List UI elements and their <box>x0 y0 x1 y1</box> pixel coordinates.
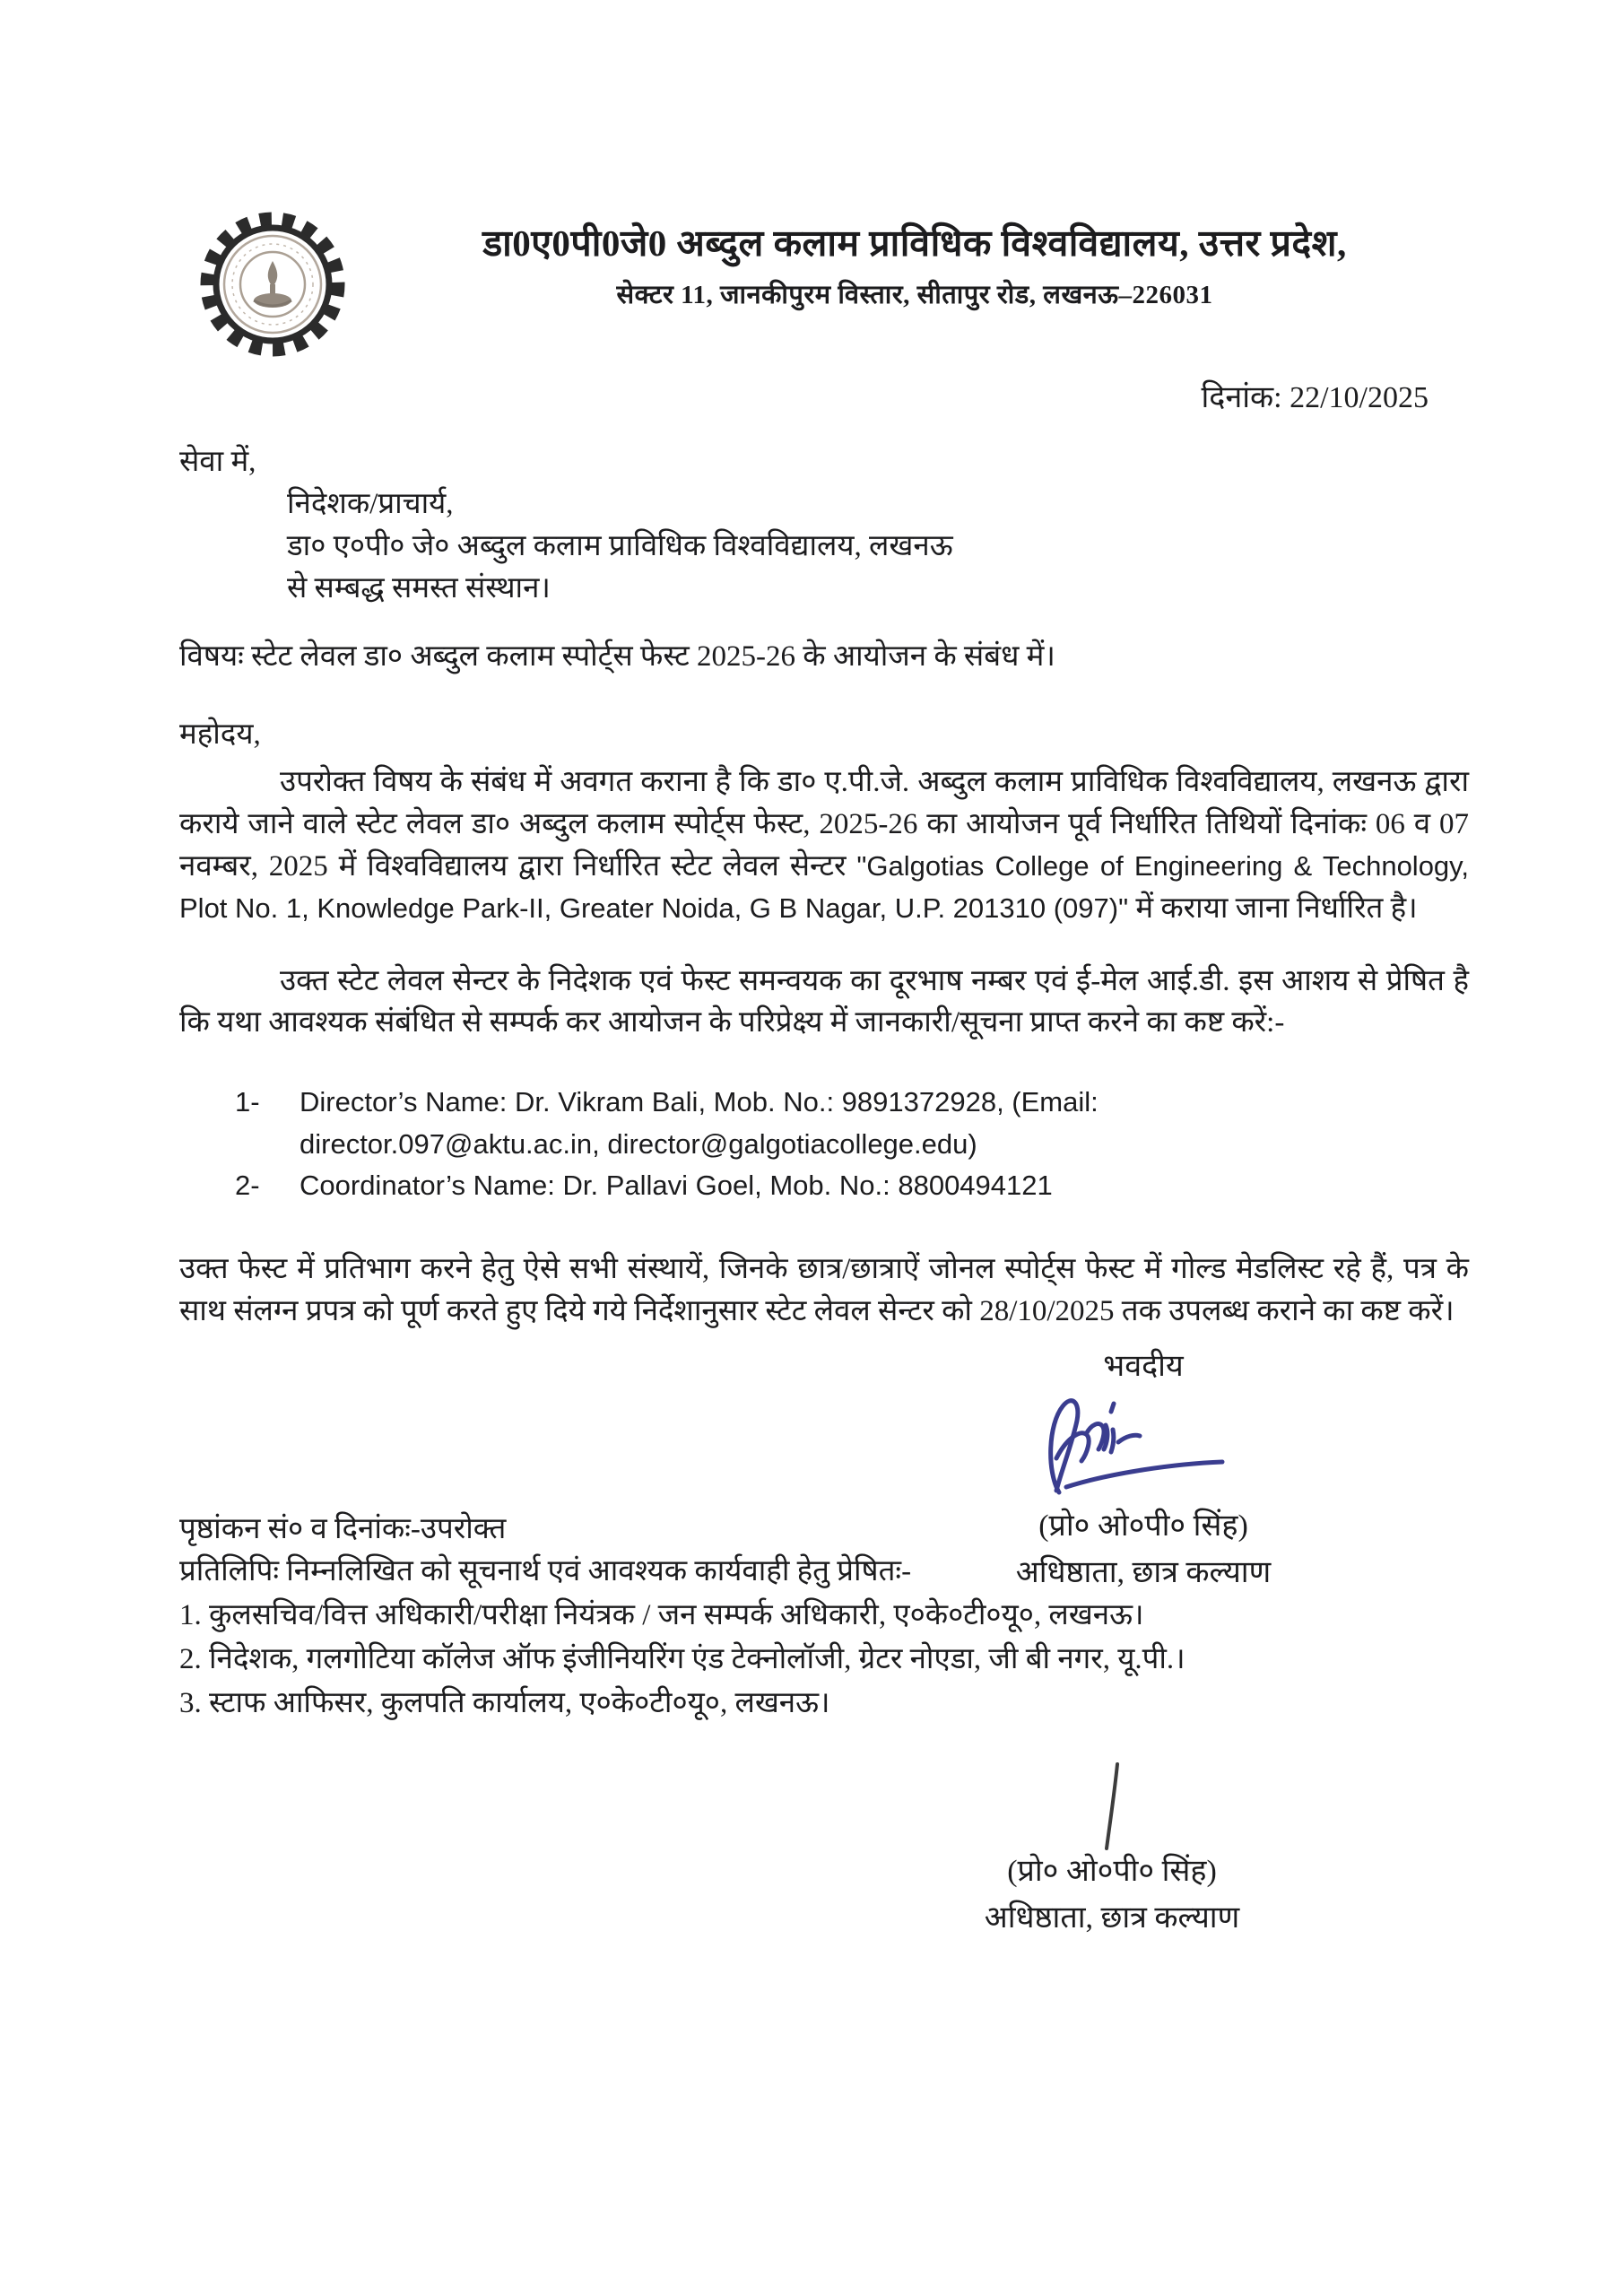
list-item-director <box>235 1082 1392 1165</box>
paragraph-3: उक्त फेस्ट में प्रतिभाग करने हेतु ऐसे सभी संस्थायें, जिनके छात्र/छात्राऐं जोनल स्पोर्ट्स फेस्ट में गोल्ड मेडलिस्ट रहे हैं, पत्र के साथ संलग्न प्रपत्र को पूर्ण करते हुए दिये गये निर्देशानुसार स्टेट लेवल सेन्टर को 28/10/2025 तक उपलब्ध कराने का कष्ट करें। <box>179 1252 1469 1327</box>
signatory-name: (प्रो० ओ०पी० सिंह) <box>1038 1509 1248 1543</box>
recipient-salutation: सेवा में, <box>179 446 256 478</box>
subject-line: विषयः स्टेट लेवल डा० अब्दुल कलाम स्पोर्ट्स फेस्ट 2025-26 के आयोजन के संबंध में। <box>179 640 1055 674</box>
coordinator-contact: Coordinator’s Name: Dr. Pallavi Goel, Mob. No.: 8800494121 <box>300 1170 1053 1202</box>
director-contact: Director’s Name: Dr. Vikram Bali, Mob. No.: 9891372928, (Email: director.097@aktu.ac.in, director@galgotiacollege.edu) <box>300 1086 1099 1160</box>
para1-hindi-tail: में कराया जाना निर्धारित है। <box>1128 891 1418 925</box>
initial-mark-icon <box>1085 1757 1139 1856</box>
list-item-coordinator <box>235 1165 1392 1207</box>
university-name: डा0ए0पी0जे0 अब्दुल कलाम प्राविधिक विश्वविद्यालय, उत्तर प्रदेश, <box>482 222 1347 264</box>
para1-english-venue: "Galgotias College of Engineering & Technology, Plot No. 1, Knowledge Park-II, Greater Noida, G B Nagar, U.P. 201310 (097)" <box>179 849 1469 924</box>
endorsement-line: पृष्ठांकन सं० व दिनांकः-उपरोक्त <box>179 1513 507 1546</box>
salutation: महोदय, <box>179 718 261 752</box>
recipient-block <box>287 483 1469 610</box>
list-number: 2- <box>235 1170 260 1202</box>
date-line: दिनांक: 22/10/2025 <box>1201 381 1429 414</box>
paragraph-1 <box>179 761 1469 929</box>
cc-item: 2. निदेशक, गलगोटिया कॉलेज ऑफ इंजीनियरिंग एंड टेक्नोलॉजी, ग्रेटर नोएडा, जी बी नगर, यू.पी.। <box>179 1642 1185 1675</box>
valediction: भवदीय <box>1103 1349 1184 1383</box>
university-address: सेक्टर 11, जानकीपुरम विस्तार, सीतापुर रोड, लखनऊ–226031 <box>616 281 1213 309</box>
paragraph-2: उक्त स्टेट लेवल सेन्टर के निदेशक एवं फेस्ट समन्वयक का दूरभाष नम्बर एवं ई-मेल आई.डी. इस आशय से प्रेषित है कि यथा आवश्यक संबंधित से सम्पर्क कर आयोजन के परिप्रेक्ष्य में जानकारी/सूचना प्राप्त करने का कष्ट करें:- <box>179 964 1469 1039</box>
footer-signature-block <box>924 1757 1300 1941</box>
para1-hindi-lead: उपरोक्त विषय के संबंध में अवगत कराना है कि डा० ए.पी.जे. अब्दुल कलाम प्राविधिक विश्वविद्यालय, लखनऊ द्वारा कराये जाने वाले स्टेट लेवल डा० अब्दुल कलाम स्पोर्ट्स फेस्ट, 2025-26 का आयोजन पूर्व निर्धारित तिथियों दिनांकः 06 व 07 नवम्बर, 2025 में विश्वविद्यालय द्वारा निर्धारित स्टेट लेवल सेन्टर <box>179 766 1469 883</box>
recipient-line: डा० ए०पी० जे० अब्दुल कलाम प्राविधिक विश्वविद्यालय, लखनऊ <box>287 529 953 562</box>
cc-item: 1. कुलसचिव/वित्त अधिकारी/परीक्षा नियंत्रक / जन सम्पर्क अधिकारी, ए०के०टी०यू०, लखनऊ। <box>179 1599 1144 1632</box>
endorsement-section <box>179 1509 1469 1724</box>
signatory-name: (प्रो० ओ०पी० सिंह) <box>1007 1854 1217 1888</box>
gear-emblem-icon <box>190 202 356 368</box>
university-logo-icon <box>190 202 356 368</box>
signatory-title: अधिष्ठाता, छात्र कल्याण <box>984 1900 1240 1935</box>
letterhead <box>359 217 1471 311</box>
copy-intro-line: प्रतिलिपिः निम्नलिखित को सूचनार्थ एवं आवश्यक कार्यवाही हेतु प्रेषितः- <box>179 1555 912 1588</box>
list-number: 1- <box>235 1086 260 1118</box>
contact-list <box>235 1082 1392 1207</box>
recipient-line: निदेशक/प्राचार्य, <box>287 487 454 520</box>
signatory-title: अधिष्ठाता, छात्र कल्याण <box>1015 1556 1272 1590</box>
signature-icon <box>1009 1383 1278 1518</box>
recipient-line: से सम्बद्ध समस्त संस्थान। <box>287 571 551 604</box>
cc-item: 3. स्टाफ आफिसर, कुलपति कार्यालय, ए०के०टी०यू०, लखनऊ। <box>179 1686 830 1719</box>
letter-body <box>179 441 1469 1940</box>
